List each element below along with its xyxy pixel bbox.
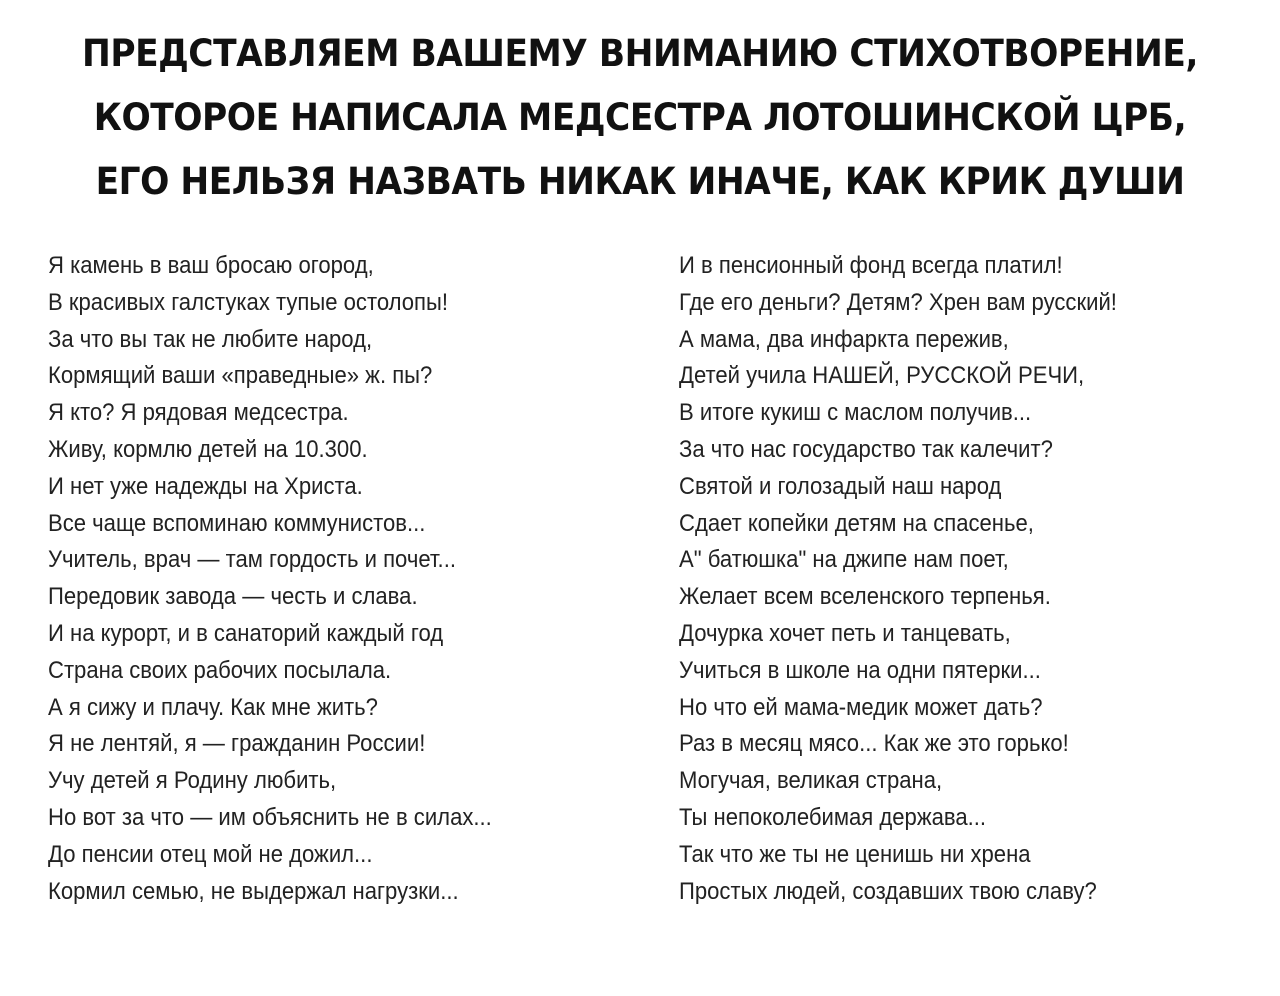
poem-line: Простых людей, создавших твою славу? [679,877,1097,905]
poem-line: В итоге кукиш с маслом получив... [679,399,1032,427]
poem-line: Передовик завода — честь и слава. [48,583,418,611]
poem-line: Детей учила НАШЕЙ, РУССКОЙ РЕЧИ, [679,362,1085,390]
poem-line: Учитель, врач — там гордость и почет... [48,546,456,574]
poem-line: Святой и голозадый наш народ [679,472,1002,500]
poem-line: Сдает копейки детям на спасенье, [679,509,1034,537]
poem-line: Так что же ты не ценишь ни хрена [679,840,1031,868]
poem-right-column [679,248,1279,910]
poem-line: Раз в месяц мясо... Как же это горько! [679,730,1069,758]
header-line-3: ЕГО НЕЛЬЗЯ НАЗВАТЬ НИКАК ИНАЧЕ, КАК КРИК ДУШИ [95,160,1185,203]
poem-line: А мама, два инфаркта пережив, [679,325,1009,353]
poem-line: Все чаще вспоминаю коммунистов... [48,509,426,537]
header-title [0,22,1280,214]
header-line-1: ПРЕДСТАВЛЯЕМ ВАШЕМУ ВНИМАНИЮ СТИХОТВОРЕНИЕ, [81,32,1198,75]
poem-line: Дочурка хочет петь и танцевать, [679,619,1011,647]
poem-left-column [48,248,648,910]
poem-line: За что вы так не любите народ, [48,325,373,353]
poem-line: Я кто? Я рядовая медсестра. [48,399,349,427]
poem-line: Учиться в школе на одни пятерки... [679,656,1041,684]
poem-line: И в пенсионный фонд всегда платил! [679,252,1063,279]
poem-line: Я камень в ваш бросаю огород, [48,252,374,279]
poem-line: А я сижу и плачу. Как мне жить? [48,693,378,721]
poem-line: Ты непоколебимая держава... [679,803,987,831]
poem-line: И на курорт, и в санаторий каждый год [48,619,444,647]
poem-line: За что нас государство так калечит? [679,435,1053,463]
poem-line: Страна своих рабочих посылала. [48,656,392,684]
poem-line: А" батюшка" на джипе нам поет, [679,546,1009,574]
poem-line: И нет уже надежды на Христа. [48,472,363,500]
poem-line: Учу детей я Родину любить, [48,767,337,795]
poem-line: Могучая, великая страна, [679,767,943,795]
poem-line: Желает всем вселенского терпенья. [679,583,1051,611]
poem-line: Кормил семью, не выдержал нагрузки... [48,877,459,905]
poem-line: Но что ей мама-медик может дать? [679,693,1043,721]
poem-line: В красивых галстуках тупые остолопы! [48,288,448,316]
poem-line: Но вот за что — им объяснить не в силах... [48,803,492,831]
poem-line: Я не лентяй, я — гражданин России! [48,730,426,758]
poem-line: До пенсии отец мой не дожил... [48,840,373,868]
poem-line: Кормящий ваши «праведные» ж. пы? [48,362,433,390]
poem-line: Живу, кормлю детей на 10.300. [48,435,368,463]
poem-line: Где его деньги? Детям? Хрен вам русский! [679,288,1117,316]
header-line-2: КОТОРОЕ НАПИСАЛА МЕДСЕСТРА ЛОТОШИНСКОЙ ЦРБ, [93,96,1187,139]
